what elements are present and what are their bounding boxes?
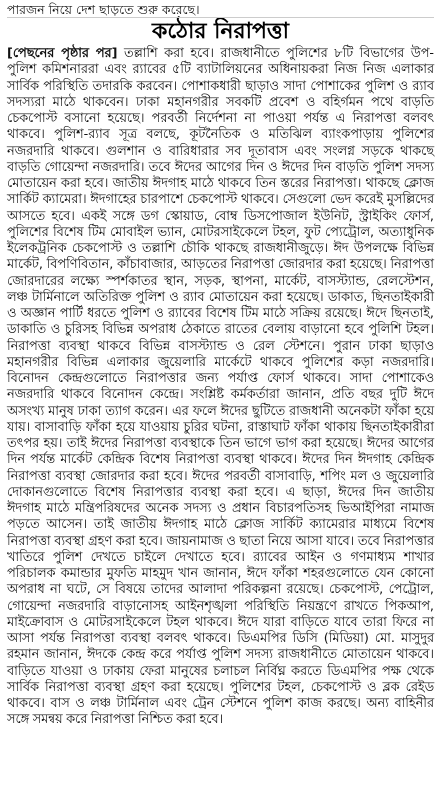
headline-wrap <box>7 18 434 44</box>
article-body <box>7 46 434 729</box>
divider <box>7 17 434 18</box>
continued-text: পারজন নিয়ে দেশ ছাড়তে শুরু করেছে। <box>7 2 200 17</box>
article-headline: কঠোর নিরাপত্তা <box>151 18 290 44</box>
article-body-text: তল্লাশি করা হবে। রাজধানীতে পুলিশের ৮টি বিভাগের উপ-পুলিশ কমিশনাররা এবং র‍্যাবের ৫টি ব্যাটালিয়নের অধিনায়করা নিজ নিজ এলাকার সার্বিক পরিস্থিতি তদারকি করবেন। পোশাকধারী ছাড়াও সাদা পোশাকের পুলিশ ও র‍্যাব সদস্যরা মাঠে থাকবেন। ঢাকা মহানগরীর সবকটি প্রবেশ ও বহির্গমন পথে বাড়তি চেকপোস্ট বসানো হয়েছে। পরবর্তী নির্দেশনা না পাওয়া পর্যন্ত এ নিরাপত্তা বলবৎ থাকবে। পুলিশ-র‍্যাব সূত্র বলছে, কূটনৈতিক ও মতিঝিল ব্যাংকপাড়ায় পুলিশের নজরদারি থাকবে। গুলশান ও বারিধারার সব দূতাবাস এবং সংলগ্ন সড়কে থাকছে বাড়তি গোয়েন্দা নজরদারি। তবে ঈদের আগের দিন ও ঈদের দিন বাড়তি পুলিশ সদস্য মোতায়েন করা হবে। জাতীয় ঈদগাহ মাঠে থাকবে তিন স্তরের নিরাপত্তা। থাকছে ক্লোজ সার্কিট ক্যামেরা। ঈদগাহের চারপাশে চেকপোস্ট থাকবে। সেগুলো ভেদ করেই মুসল্লিদের আসতে হবে। একই সঙ্গে ডগ স্কোয়াড, বোম্ব ডিসপোজাল ইউনিট, স্ট্রাইকিং ফোর্স, পুলিশের বিশেষ টিম মোবাইল ভ্যান, মোটরসাইকেলে টহল, ফুট প্যেট্রোল, অত্যাধুনিক ইলেকট্রনিক চেকপোস্ট ও তল্লাশি চৌকি থাকছে রাজধানীজুড়ে। ঈদ উপলক্ষে বিভিন্ন মার্কেট, বিপণিবিতান, কাঁচাবাজার, আড়তের নিরাপত্তা জোরদার করা হয়েছে। নিরাপত্তা জোরদারের লক্ষ্যে স্পর্শকাতর স্থান, সড়ক, স্থাপনা, মার্কেট, বাসস্ট্যান্ড, রেলস্টেশন, লঞ্চ টার্মিনালে অতিরিক্ত পুলিশ ও র‍্যাব মোতায়েন করা হয়েছে। ডাকাত, ছিনতাইকারী ও অজ্ঞান পার্টি ধরতে পুলিশ ও র‍্যাবের বিশেষ টিম মাঠে সক্রিয় রয়েছে। ঈদে ছিনতাই, ডাকাতি ও চুরিসহ বিভিন্ন অপরাধ ঠেকাতে রাতের বেলায় বাড়ানো হবে পুলিশি টহল। নিরাপত্তা ব্যবস্থা থাকবে বিভিন্ন বাসস্ট্যান্ড ও রেল স্টেশনে। পুরান ঢাকা ছাড়াও মহানগরীর বিভিন্ন এলাকার জুয়েলারি মার্কেটে থাকবে পুলিশের কড়া নজরদারি। বিনোদন কেন্দ্রগুলোতে নিরাপত্তার জন্য পর্যাপ্ত ফোর্স থাকবে। সাদা পোশাকেও নজরদারি থাকবে বিনোদন কেন্দ্রে। সংশ্লিষ্ট কর্মকর্তারা জানান, প্রতি বছর দুটি ঈদে অসংখ্য মানুষ ঢাকা ত্যাগ করেন। এর ফলে ঈদের ছুটিতে রাজধানী অনেকটা ফাঁকা হয়ে যায়। বাসাবাড়ি ফাঁকা হয়ে যাওয়ায় চুরির ঘটনা, রাস্তাঘাট ফাঁকা থাকায় ছিনতাইকারীরা তৎপর হয়। তাই ঈদের নিরাপত্তা ব্যবস্থাকে তিন ভাগে ভাগ করা হয়েছে। ঈদের আগের দিন পর্যন্ত মার্কেট কেন্দ্রিক বিশেষ নিরাপত্তা ব্যবস্থা থাকবে। ঈদের দিন ঈদগাহ কেন্দ্রিক নিরাপত্তা ব্যবস্থা জোরদার করা হবে। ঈদের পরবর্তী বাসাবাড়ি, শপিং মল ও জুয়েলারি দোকানগুলোতে বিশেষ নিরাপত্তার ব্যবস্থা করা হবে। এ ছাড়া, ঈদের দিন জাতীয় ঈদগাহ মাঠে মন্ত্রিপরিষদের অনেক সদস্য ও প্রধান বিচারপতিসহ ভিআইপিরা নামাজ পড়তে আসেন। তাই জাতীয় ঈদগাহ মাঠে ক্লোজ সার্কিট ক্যামেরার মাধ্যমে বিশেষ নিরাপত্তা ব্যবস্থা গ্রহণ করা হবে। জায়নামাজ ও ছাতা নিয়ে আসা যাবে। তবে নিরাপত্তার খাতিরে পুলিশ দেখতে চাইলে দেখাতে হবে। র‍্যাবের আইন ও গণমাধ্যম শাখার পরিচালক কমান্ডার মুফতি মাহমুদ খান জানান, ঈদে ফাঁকা শহরগুলোতে যেন কোনো অপরাধ না ঘটে, সে বিষয়ে তাদের আলাদা পরিকল্পনা রয়েছে। চেকপোস্ট, পেট্রোল, গোয়েন্দা নজরদারি বাড়ানোসহ আইনশৃঙ্খলা পরিস্থিতি নিয়ন্ত্রণে রাখতে পিকআপ, মাইক্রোবাস ও মোটরসাইকেলে টহল থাকবে। ঈদে যারা বাড়িতে যাবে তারা ফিরে না আসা পর্যন্ত নিরাপত্তা ব্যবস্থা বলবৎ থাকবে। ডিএমপির ডিসি (মিডিয়া) মো. মাসুদুর রহমান জানান, ঈদকে কেন্দ্র করে পর্যাপ্ত পুলিশ সদস্য রাজধানীতে মোতায়েন থাকবে। বাড়িতে যাওয়া ও ঢাকায় ফেরা মানুষের চলাচল নির্বিঘ্ন করতে ডিএমপির পক্ষ থেকে সার্বিক নিরাপত্তা ব্যবস্থা গ্রহণ করা হয়েছে। পুলিশের টহল, চেকপোস্ট ও ব্লক রেইড থাকবে। বাস ও লঞ্চ টার্মিনাল এবং ট্রেন স্টেশনে পুলিশ কাজ করছে। অন্য বাহিনীর সঙ্গে সমন্বয় করে নিরাপত্তা নিশ্চিত করা হবে। <box>7 46 435 728</box>
jump-label: [পেছনের পৃষ্ঠার পর] <box>7 46 118 61</box>
